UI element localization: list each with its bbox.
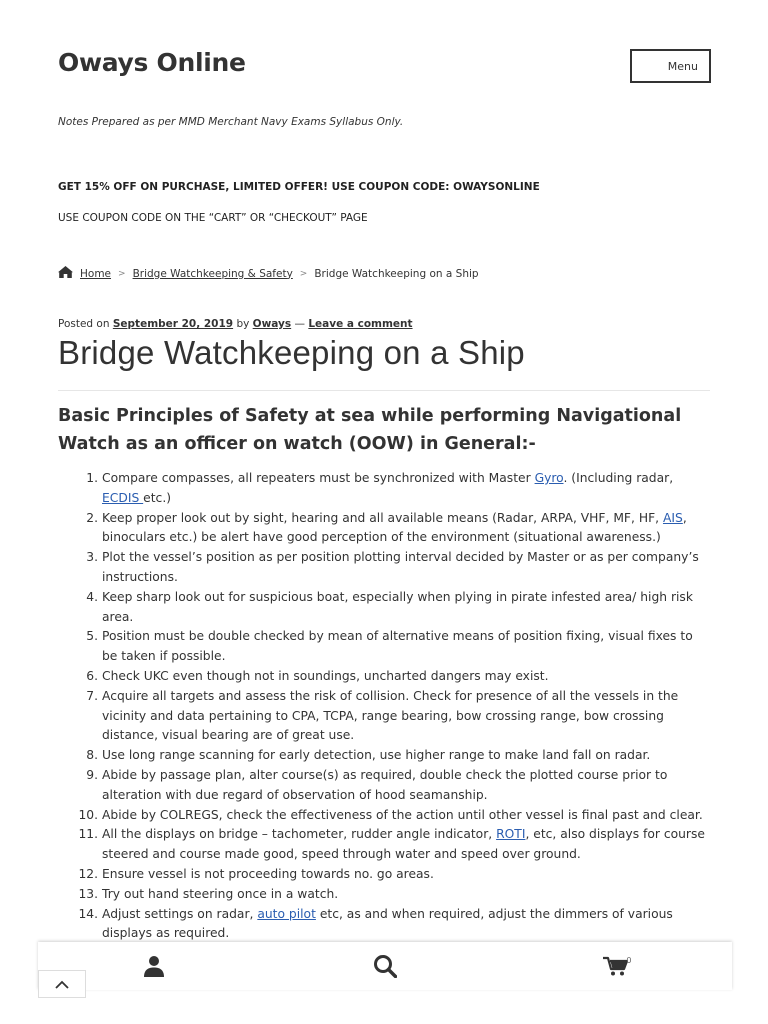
leave-comment-link[interactable]: Leave a comment	[308, 318, 413, 330]
list-item-number: 5.	[86, 629, 98, 644]
post-date-link[interactable]: September 20, 2019	[112, 318, 234, 330]
list-item	[58, 865, 708, 885]
list-item-text	[102, 825, 708, 865]
post-title: Bridge Watchkeeping on a Ship	[58, 334, 525, 371]
list-item	[58, 627, 708, 667]
list-item-segment: etc, as and when required, adjust the dimmers of various displays as required.	[102, 906, 673, 941]
list-item-segment: Compare compasses, all repeaters must be synchronized with Master	[102, 471, 535, 485]
list-item-segment: Check UKC even though not in soundings, uncharted dangers may exist.	[102, 668, 549, 683]
list-item-number: 1.	[86, 471, 98, 485]
home-icon	[58, 266, 73, 281]
post-meta	[58, 318, 413, 330]
list-item	[58, 746, 708, 766]
breadcrumb-separator: >	[118, 268, 126, 279]
list-item-number: 12.	[78, 866, 98, 881]
list-item	[58, 469, 708, 509]
list-item-text	[102, 548, 708, 588]
list-item-segment: etc.)	[143, 490, 172, 505]
list-item-text	[102, 687, 708, 746]
list-item-segment: Keep sharp look out for suspicious boat, especially when plying in pirate infested area/ high risk area.	[102, 589, 693, 624]
menu-label: Menu	[667, 59, 698, 73]
by-label: by	[236, 318, 250, 330]
list-item-number: 10.	[78, 807, 98, 822]
glossary-link[interactable]: Gyro	[534, 471, 564, 485]
list-item-segment: Use long range scanning for early detection, use higher range to make land fall on radar.	[102, 748, 651, 763]
list-item	[58, 766, 708, 806]
list-item-text	[102, 667, 708, 687]
breadcrumb-separator: >	[299, 268, 308, 279]
list-item-text	[102, 509, 708, 549]
list-item-segment: , binoculars etc.) be alert have good perception of the environment (situational awareness.)	[102, 510, 687, 545]
list-item	[58, 667, 708, 687]
list-item-number: 7.	[86, 688, 98, 703]
list-item-segment: Try out hand steering once in a watch.	[102, 886, 339, 901]
list-item-segment: Keep proper look out by sight, hearing and all available means (Radar, ARPA, VHF, MF, HF,	[102, 510, 663, 525]
bottom-navigation-bar	[38, 942, 732, 990]
list-item-text	[102, 865, 708, 885]
list-item-text	[102, 806, 708, 826]
list-item	[58, 588, 708, 628]
promo-banner-line2: USE COUPON CODE ON THE “CART” OR “CHECKOUT” PAGE	[58, 212, 368, 224]
glossary-link[interactable]: ROTI	[496, 827, 526, 842]
list-item-text	[102, 766, 708, 806]
back-to-top-button[interactable]	[38, 970, 86, 998]
list-item-segment: , etc, also displays for course steered and course made good, speed through water and speed over ground.	[102, 827, 705, 862]
glossary-link[interactable]: ECDIS	[102, 490, 144, 505]
section-heading: Basic Principles of Safety at sea while performing Navigational Watch as an officer on watch (OOW) in General:-	[58, 406, 682, 454]
list-item-segment: Acquire all targets and assess the risk of collision. Check for presence of all the vessels in the vicinity and data pertaining to CPA, TCPA, range bearing, bow crossing range, bow crossing distance, visual bearing are of great use.	[102, 688, 679, 743]
search-icon	[373, 954, 397, 978]
list-item	[58, 548, 708, 588]
list-item	[58, 509, 708, 549]
list-item-text	[102, 627, 708, 667]
glossary-link[interactable]: auto pilot	[257, 906, 316, 921]
list-item-text	[102, 905, 708, 945]
list-item-text	[102, 746, 708, 766]
list-item-text	[102, 469, 708, 509]
list-item-segment: All the displays on bridge – tachometer, rudder angle indicator,	[102, 827, 497, 842]
list-item-segment: Adjust settings on radar,	[102, 906, 258, 921]
list-item-segment: Abide by passage plan, alter course(s) as required, double check the plotted course prior to alteration with due regard of observation of hood seamanship.	[102, 767, 668, 802]
list-item-number: 14.	[78, 906, 98, 921]
list-item-number: 2.	[86, 510, 98, 525]
list-item-segment: Abide by COLREGS, check the effectiveness of the action until other vessel is final past and clear.	[102, 807, 703, 822]
cart-count-badge: 0	[626, 956, 632, 965]
list-item-number: 8.	[86, 748, 98, 763]
author-link[interactable]: Oways	[252, 318, 292, 330]
site-title[interactable]: Oways Online	[58, 48, 246, 77]
user-icon	[143, 955, 165, 977]
list-item	[58, 885, 708, 905]
promo-banner-line1: GET 15% OFF ON PURCHASE, LIMITED OFFER! USE COUPON CODE: OWAYSONLINE	[58, 181, 540, 193]
list-item-number: 9.	[86, 767, 98, 782]
chevron-up-icon	[55, 980, 69, 989]
list-item-number: 11.	[78, 827, 98, 842]
glossary-link[interactable]: AIS	[662, 510, 683, 525]
breadcrumb	[58, 266, 479, 281]
meta-dash: —	[294, 318, 305, 330]
list-item-number: 3.	[86, 550, 98, 565]
list-item-segment: . (Including radar,	[563, 471, 674, 485]
list-item-text	[102, 885, 708, 905]
list-item-number: 13.	[78, 886, 98, 901]
breadcrumb-home-link[interactable]: Home	[80, 267, 112, 280]
title-divider	[58, 390, 710, 391]
list-item-segment: Position must be double checked by mean of alternative means of position fixing, visual fixes to be taken if possible.	[102, 629, 693, 664]
breadcrumb-category-link[interactable]: Bridge Watchkeeping & Safety	[132, 267, 293, 280]
list-item-segment: Plot the vessel’s position as per position plotting interval decided by Master or as per company’s instructions.	[102, 550, 699, 584]
list-item	[58, 806, 708, 826]
list-item-number: 6.	[86, 668, 98, 683]
menu-button[interactable]	[630, 49, 711, 83]
list-item	[58, 905, 708, 945]
list-item-text	[102, 588, 708, 628]
list-item	[58, 687, 708, 746]
principles-list	[58, 469, 708, 944]
list-item-number: 4.	[86, 589, 98, 604]
breadcrumb-current: Bridge Watchkeeping on a Ship	[314, 267, 479, 280]
list-item-segment: Ensure vessel is not proceeding towards no. go areas.	[102, 866, 434, 881]
site-tagline: Notes Prepared as per MMD Merchant Navy Exams Syllabus Only.	[58, 116, 404, 128]
search-button[interactable]	[269, 942, 500, 990]
cart-button[interactable]	[501, 942, 732, 990]
posted-on-label: Posted on	[58, 318, 110, 330]
list-item	[58, 825, 708, 865]
